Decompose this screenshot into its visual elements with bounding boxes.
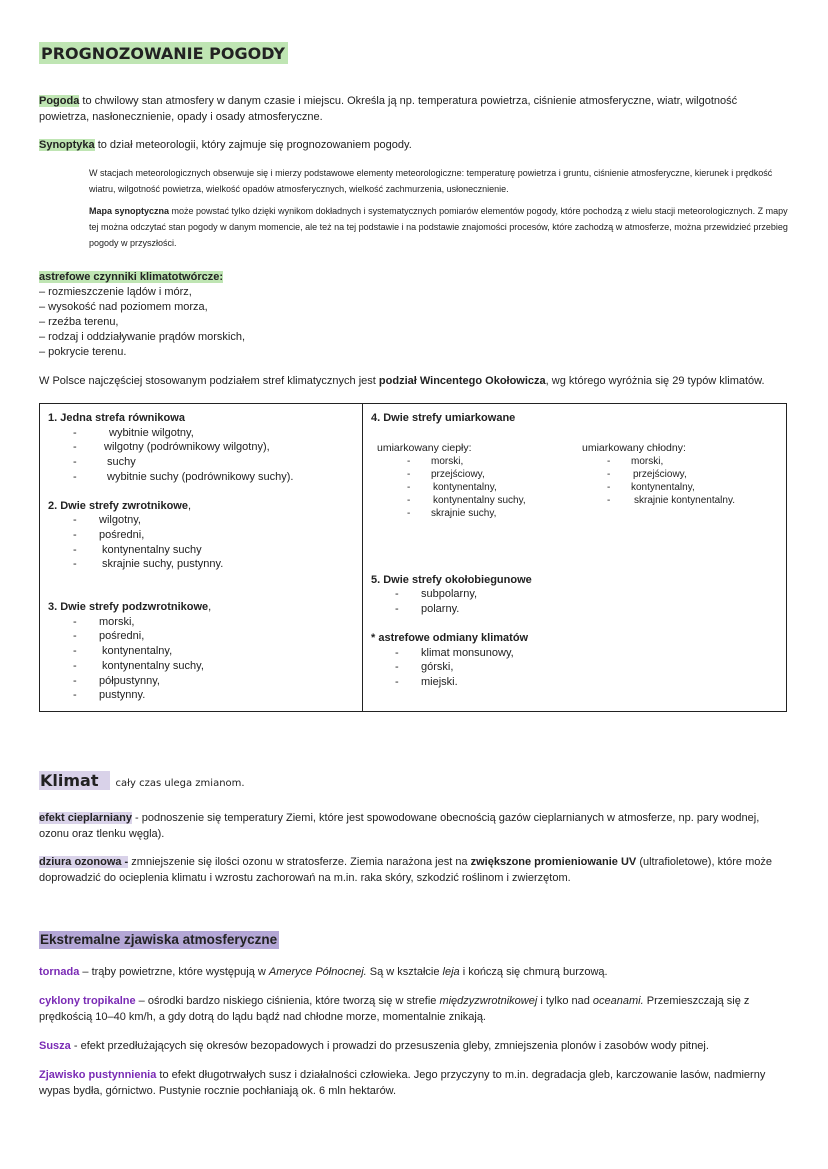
susza-paragraph <box>39 1038 789 1054</box>
climate-zones-table <box>39 403 787 712</box>
zone-6-item: klimat monsunowy, <box>421 646 514 659</box>
tornada-italic: Ameryce Północnej. <box>268 966 367 978</box>
okolowicz-after: , wg którego wyróżnia się 29 typów klimatów. <box>545 375 765 387</box>
zone-1-item: wilgotny (podrównikowy wilgotny), <box>104 441 270 454</box>
zones-right-cell: 4. Dwie strefy umiarkowane umiarkowany ciepły: - morski, - przejściowy, - kontynentalny, - kontynentalny suchy, - skrajnie suchy, umiarkowany chłodny: - morski, - przejściowy, - kontynentalny, - skrajnie kontynentalny. 5. Dwie strefy okołobiegunowe - subpolarny, - polarny. * astrefowe odmiany klimatów - klimat monsunowy, - górski, - miejski. <box>363 404 787 712</box>
czynniki-section <box>39 270 439 360</box>
ekstremalne-heading: Ekstremalne zjawiska atmosferyczne <box>40 932 278 947</box>
zone-3-item: pustynny. <box>99 689 146 702</box>
zone-2-item: pośredni, <box>99 528 145 541</box>
dziura-bold: zwiększone promieniowanie UV <box>470 856 637 868</box>
zone-5-item: subpolarny, <box>421 588 478 601</box>
czynniki-item: – rodzaj i oddziaływanie prądów morskich, <box>39 331 246 343</box>
efekt-text: - podnoszenie się temperatury Ziemi, które jest spowodowane obecnością gazów cieplarnianych w atmosferze, np. pary wodnej, ozonu oraz tlenku węgla). <box>39 812 760 840</box>
czynniki-item: – rzeźba terenu, <box>39 316 119 328</box>
zone-1-item: wybitnie wilgotny, <box>109 426 194 439</box>
zone-5-heading: 5. Dwie strefy okołobiegunowe <box>371 573 532 586</box>
temperate-cold-column: umiarkowany chłodny: - morski, - przejściowy, - kontynentalny, - skrajnie kontynentalny. <box>582 441 782 507</box>
zone-1-item: suchy <box>107 456 136 469</box>
zone-4-heading: 4. Dwie strefy umiarkowane <box>371 412 516 424</box>
zone-6-heading: * astrefowe odmiany klimatów <box>371 631 529 644</box>
zone-3-item: morski, <box>99 615 135 628</box>
warm-item: przejściowy, <box>431 468 485 480</box>
czynniki-item: – wysokość nad poziomem morza, <box>39 301 208 313</box>
cyklony-italic-2: oceanami. <box>592 995 644 1007</box>
zone-3-item: kontynentalny suchy, <box>102 659 204 672</box>
susza-text: - efekt przedłużających się okresów bezopadowych i prowadzi do przesuszenia gleby, zmniejszenia plonów i zasobów wody pitnej. <box>70 1040 709 1052</box>
zone-1-heading: 1. Jedna strefa równikowa <box>48 412 185 424</box>
okolowicz-before: W Polsce najczęściej stosowanym podziałem stref klimatycznych jest <box>39 375 379 387</box>
tornada-text-3: i kończą się chmurą burzową. <box>459 966 608 978</box>
temperate-warm-column: umiarkowany ciepły: - morski, - przejściowy, - kontynentalny, - kontynentalny suchy, - skrajnie suchy, <box>377 441 577 520</box>
zone-3-item: pośredni, <box>99 630 145 643</box>
okolowicz-bold: podział Wincentego Okołowicza <box>378 375 546 387</box>
dziura-text: zmniejszenie się ilości ozonu w stratosferze. Ziemia narażona jest na <box>128 856 471 868</box>
tornada-paragraph <box>39 964 789 980</box>
page-title: PROGNOZOWANIE POGODY <box>39 42 288 64</box>
zone-6-item: miejski. <box>421 675 458 688</box>
cyklony-text-3: Przemieszczają się z prędkością 10–40 km/h, a gdy dotrą do lądu bądź nad chłodne morze, momentalnie znikają. <box>39 995 750 1023</box>
zone-2-item: wilgotny, <box>99 514 141 527</box>
temperate-warm-label: umiarkowany ciepły: <box>377 441 472 454</box>
pogoda-paragraph <box>39 93 759 125</box>
tornada-text-2: Są w kształcie <box>366 966 443 978</box>
klimat-word: Klimat <box>39 771 110 790</box>
pogoda-text: to chwilowy stan atmosfery w danym czasie i miejscu. Określa ją np. temperatura powietrza, ciśnienie atmosferyczne, wiatr, wilgotność powietrza, nasłonecznienie, opady i osady atmosferyczne. <box>39 95 738 123</box>
cyklony-text-2: i tylko nad <box>537 995 593 1007</box>
warm-item: kontynentalny, <box>433 481 497 493</box>
zone-6-item: górski, <box>421 661 454 674</box>
cold-item: skrajnie kontynentalny. <box>634 494 735 506</box>
zones-left-cell: 1. Jedna strefa równikowa - wybitnie wilgotny, - wilgotny (podrównikowy wilgotny), - suchy - wybitnie suchy (podrównikowy suchy). 2. Dwie strefy zwrotnikowe, - wilgotny, - pośredni, - kontynentalny suchy - skrajnie suchy, pustynny. 3. Dwie strefy podzwrotnikowe, - morski, - pośredni, - kontynentalny, - kontynentalny suchy, - półpustynny, - pustynny. <box>40 404 363 712</box>
pustynnienie-text: to efekt długotrwałych susz i działalności człowieka. Jego przyczyny to m.in. degradacja gleb, karczowanie lasów, nadmierny wypas bydła, górnictwo. Pustynie rocznie pochłaniają ok. 6 mln hektarów. <box>39 1069 766 1097</box>
efekt-paragraph <box>39 810 779 842</box>
pustynnienie-paragraph <box>39 1067 789 1099</box>
zone-3-item: półpustynny, <box>99 674 160 687</box>
stacje-paragraph: W stacjach meteorologicznych obserwuje się i mierzy podstawowe elementy meteorologiczne: temperaturę powietrza i gruntu, ciśnienie atmosferyczne, kierunek i prędkość wiatru, wilgotność powietrza, wielkość opadów atmosferycznych, wielkość zachmurzenia, usłonecznienie. <box>89 168 773 194</box>
cold-item: morski, <box>631 455 664 467</box>
dziura-paragraph <box>39 854 789 886</box>
klimat-heading <box>39 771 245 790</box>
warm-item: morski, <box>431 455 464 467</box>
czynniki-item: – rozmieszczenie lądów i mórz, <box>39 286 192 298</box>
dziura-term: dziura ozonowa - <box>39 856 129 868</box>
cyklony-italic: międzyzwrotnikowej <box>439 995 538 1007</box>
zone-1-item: wybitnie suchy (podrównikowy suchy). <box>107 470 294 483</box>
warm-item: kontynentalny suchy, <box>433 494 526 506</box>
zone-5-item: polarny. <box>421 603 460 616</box>
tornada-term: tornada <box>39 966 80 978</box>
okolowicz-paragraph <box>39 373 799 389</box>
zone-2-heading: 2. Dwie strefy zwrotnikowe, <box>48 499 192 512</box>
cold-item: kontynentalny, <box>631 481 695 493</box>
cyklony-term: cyklony tropikalne <box>39 995 136 1007</box>
cold-item: przejściowy, <box>633 468 687 480</box>
zone-2-item: kontynentalny suchy <box>102 543 202 556</box>
temperate-cold-label: umiarkowany chłodny: <box>582 441 686 454</box>
warm-item: skrajnie suchy, <box>431 507 497 519</box>
pogoda-term: Pogoda <box>39 95 80 107</box>
susza-term: Susza <box>39 1040 71 1052</box>
efekt-term: efekt cieplarniany <box>39 812 132 824</box>
czynniki-item: – pokrycie terenu. <box>39 346 127 358</box>
mapa-paragraph <box>89 203 795 251</box>
tornada-text: – trąby powietrzne, które występują w <box>79 966 269 978</box>
mapa-term: Mapa synoptyczna <box>89 206 170 216</box>
synoptyka-text: to dział meteorologii, który zajmuje się prognozowaniem pogody. <box>94 139 412 151</box>
synoptyka-term: Synoptyka <box>39 139 95 151</box>
cyklony-text: – ośrodki bardzo niskiego ciśnienia, które tworzą się w strefie <box>135 995 440 1007</box>
tornada-italic-2: leja <box>442 966 460 978</box>
synoptyka-paragraph <box>39 137 759 153</box>
zone-2-item: skrajnie suchy, pustynny. <box>102 558 224 571</box>
zone-3-heading: 3. Dwie strefy podzwrotnikowe, <box>48 601 212 614</box>
klimat-rest: cały czas ulega zmianom. <box>115 778 245 789</box>
pustynnienie-term: Zjawisko pustynnienia <box>39 1069 157 1081</box>
dziura-text-2: (ultrafioletowe), które może doprowadzić do ocieplenia klimatu i wzrostu zachorowań na m.in. raka skóry, szkodzić roślinom i zwierzętom. <box>39 856 772 884</box>
cyklony-paragraph <box>39 993 779 1025</box>
zone-3-item: kontynentalny, <box>102 645 173 658</box>
czynniki-heading: astrefowe czynniki klimatotwórcze: <box>39 271 223 283</box>
mapa-text: może powstać tylko dzięki wynikom dokładnych i systematycznych pomiarów elementów pogody, które pochodzą z wielu stacji meteorologicznych. Z mapy tej można odczytać stan pogody w danym momencie, ale też na tej podstawie i na podstawie znajomości procesów, które zachodzą w atmosferze, można przewidzieć przebieg pogody w przyszłości. <box>89 206 788 248</box>
